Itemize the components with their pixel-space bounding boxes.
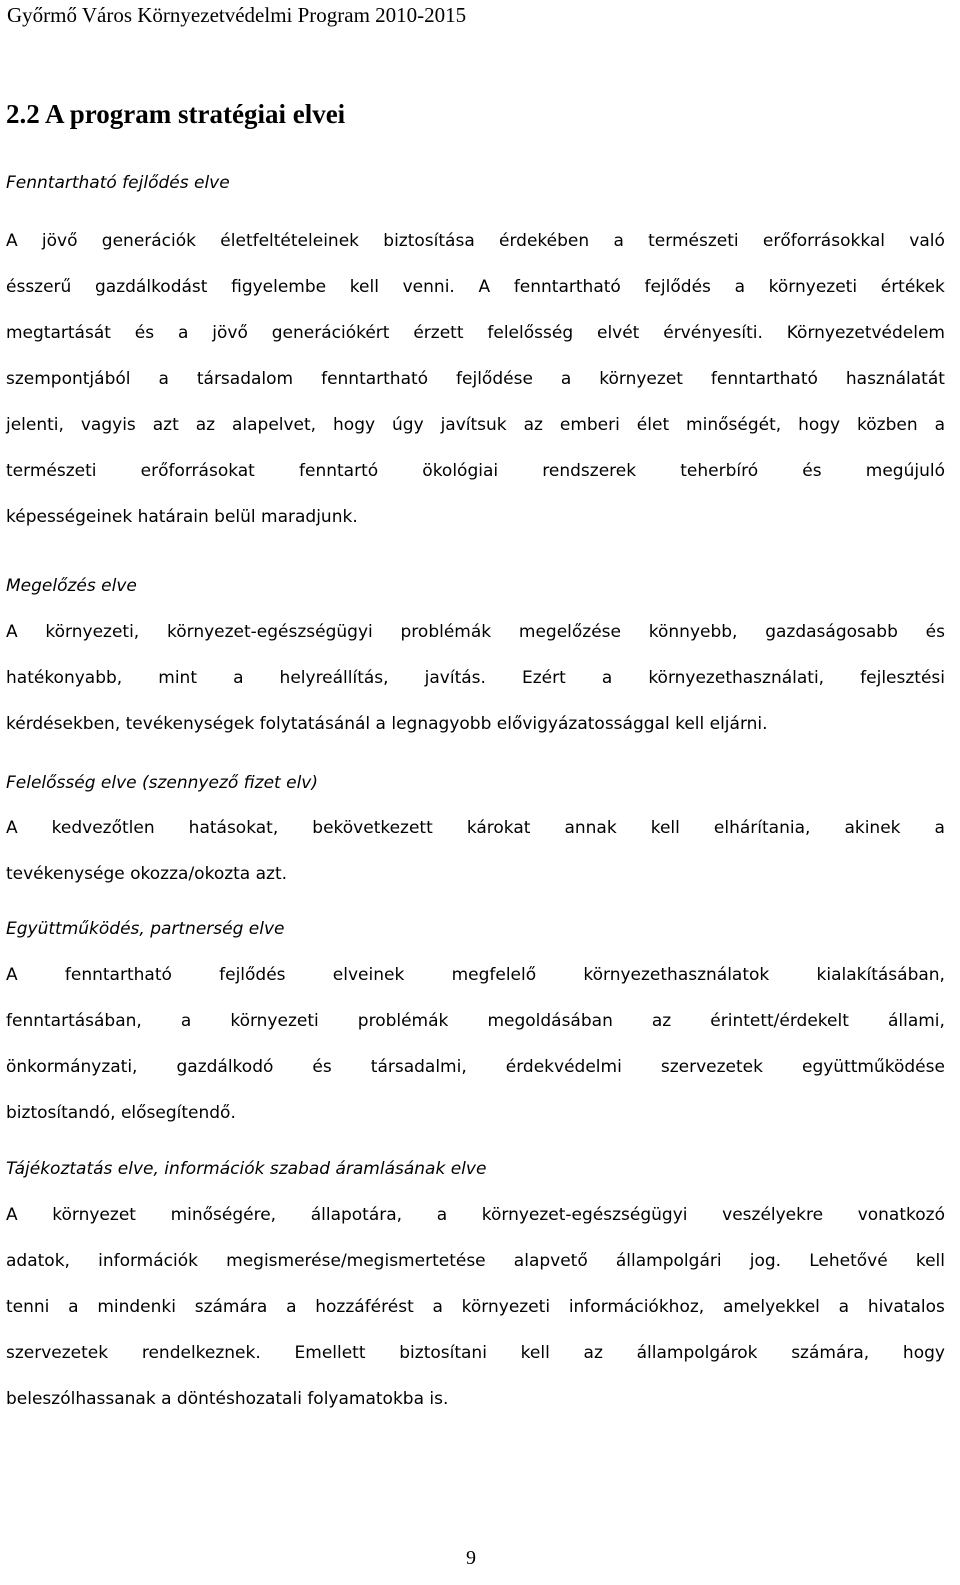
paragraph-line xyxy=(6,1295,945,1319)
paragraph-line xyxy=(6,321,945,345)
word: környezeti xyxy=(230,1011,319,1031)
word: minőségére, xyxy=(170,1205,277,1225)
word: elhárítania, xyxy=(713,818,811,838)
heading-prevention: Megelőzés elve xyxy=(6,576,137,596)
word: információk xyxy=(98,1251,198,1271)
paragraph-line xyxy=(6,1009,945,1033)
word: megoldásában xyxy=(487,1011,613,1031)
word: az xyxy=(651,1011,672,1031)
word: Lehetővé xyxy=(809,1251,888,1271)
word: állampolgárok xyxy=(636,1343,758,1363)
paragraph-line: beleszólhassanak a döntéshozatali folyamatokba is. xyxy=(6,1389,449,1409)
word: vonatkozó xyxy=(857,1205,945,1225)
word: hozzáférést xyxy=(315,1297,414,1317)
word: környezeti xyxy=(768,277,858,297)
paragraph-line xyxy=(6,1055,945,1079)
word: a xyxy=(177,323,189,343)
word: rendelkeznek. xyxy=(141,1343,261,1363)
word: Környezetvédelem xyxy=(786,323,945,343)
word: fejlesztési xyxy=(860,668,945,688)
word: érdekében xyxy=(499,231,590,251)
word: információkhoz, xyxy=(568,1297,705,1317)
word: környezet-egészségügyi xyxy=(166,622,373,642)
word: jelenti, xyxy=(6,415,64,435)
word: tenni xyxy=(6,1297,50,1317)
word: a xyxy=(838,1297,850,1317)
word: fejlődése xyxy=(456,369,533,389)
word: teherbíró xyxy=(680,461,759,481)
word: problémák xyxy=(357,1011,449,1031)
paragraph-line xyxy=(6,666,945,690)
word: venni. xyxy=(402,277,455,297)
word: az xyxy=(583,1343,603,1363)
word: gazdaságosabb xyxy=(765,622,898,642)
word: emberi xyxy=(559,415,620,435)
word: való xyxy=(909,231,945,251)
word: kialakításában, xyxy=(816,965,945,985)
word: társadalmi, xyxy=(370,1057,467,1077)
running-header: Győrmő Város Környezetvédelmi Program 2010-2015 xyxy=(7,3,467,27)
page-number: 9 xyxy=(466,1547,476,1569)
paragraph-line: biztosítandó, elősegítendő. xyxy=(6,1103,236,1123)
paragraph-line xyxy=(6,367,945,391)
paragraph-line xyxy=(6,620,945,644)
word: jog. xyxy=(749,1251,782,1271)
word: érzett xyxy=(413,323,464,343)
word: fenntartható xyxy=(513,277,621,297)
word: hogy xyxy=(333,415,376,435)
word: a xyxy=(601,668,613,688)
paragraph-line xyxy=(6,1341,945,1365)
word: elvét xyxy=(596,323,640,343)
word: a xyxy=(432,1297,443,1317)
word: és xyxy=(925,622,945,642)
word: szempontjából xyxy=(6,369,131,389)
word: amelyekkel xyxy=(722,1297,820,1317)
word: környezeti, xyxy=(45,622,140,642)
word: Emellett xyxy=(294,1343,366,1363)
word: azt xyxy=(152,415,179,435)
word: a xyxy=(613,231,624,251)
word: alapvető xyxy=(513,1251,588,1271)
word: érintett/érdekelt xyxy=(710,1011,849,1031)
word: állami, xyxy=(887,1011,945,1031)
word: hatásokat, xyxy=(188,818,279,838)
paragraph-line: kérdésekben, tevékenységek folytatásánál a legnagyobb elővigyázatossággal kell eljárni. xyxy=(6,714,768,734)
word: fenntartásában, xyxy=(6,1011,142,1031)
heading-responsibility: Felelősség elve (szennyező fizet elv) xyxy=(6,773,318,793)
paragraph-line xyxy=(6,229,945,253)
word: állapotára, xyxy=(310,1205,403,1225)
word: biztosítani xyxy=(399,1343,487,1363)
word: javítás. xyxy=(424,668,486,688)
word: élet xyxy=(636,415,670,435)
word: jövő xyxy=(212,323,248,343)
word: közben xyxy=(857,415,918,435)
word: A xyxy=(6,622,18,642)
word: károkat xyxy=(466,818,531,838)
word: értékek xyxy=(880,277,945,297)
word: ökológiai xyxy=(422,461,499,481)
word: adatok, xyxy=(6,1251,70,1271)
word: számára, xyxy=(791,1343,870,1363)
word: számára xyxy=(194,1297,268,1317)
word: környezet xyxy=(52,1205,136,1225)
word: kell xyxy=(520,1343,550,1363)
word: veszélyekre xyxy=(722,1205,824,1225)
word: hogy xyxy=(902,1343,945,1363)
word: A xyxy=(478,277,491,297)
word: könnyebb, xyxy=(648,622,738,642)
word: és xyxy=(312,1057,332,1077)
word: úgy xyxy=(392,415,424,435)
word: a xyxy=(734,277,745,297)
word: minőségét, xyxy=(686,415,782,435)
word: használatát xyxy=(845,369,945,389)
word: javítsuk xyxy=(440,415,507,435)
paragraph-line xyxy=(6,816,945,840)
word: állampolgári xyxy=(615,1251,722,1271)
word: kell xyxy=(349,277,379,297)
paragraph-line xyxy=(6,1203,945,1227)
word: környezet-egészségügyi xyxy=(481,1205,688,1225)
word: a xyxy=(560,369,572,389)
word: természeti xyxy=(6,461,97,481)
word: fenntartható xyxy=(321,369,429,389)
paragraph-line xyxy=(6,413,945,437)
word: megelőzése xyxy=(518,622,621,642)
word: megfelelő xyxy=(451,965,537,985)
word: környezeti xyxy=(461,1297,551,1317)
word: az xyxy=(195,415,216,435)
heading-information: Tájékoztatás elve, információk szabad áramlásának elve xyxy=(6,1159,487,1179)
word: felelősség xyxy=(487,323,574,343)
word: környezethasználatok xyxy=(583,965,770,985)
word: szervezetek xyxy=(660,1057,763,1077)
heading-sustainable-development: Fenntartható fejlődés elve xyxy=(6,173,230,193)
word: fenntartó xyxy=(299,461,379,481)
word: kell xyxy=(915,1251,945,1271)
word: generációk xyxy=(101,231,197,251)
word: fenntartható xyxy=(710,369,818,389)
word: megújuló xyxy=(865,461,945,481)
word: fenntartható xyxy=(64,965,172,985)
word: a xyxy=(180,1011,192,1031)
word: fejlődés xyxy=(219,965,286,985)
word: alapelvet, xyxy=(231,415,317,435)
heading-cooperation: Együttműködés, partnerség elve xyxy=(6,919,285,939)
word: gazdálkodó xyxy=(176,1057,274,1077)
paragraph-line: tevékenysége okozza/okozta azt. xyxy=(6,864,288,884)
word: A xyxy=(6,1205,18,1225)
word: biztosítása xyxy=(383,231,475,251)
word: hivatalos xyxy=(867,1297,945,1317)
word: helyreállítás, xyxy=(279,668,389,688)
word: mint xyxy=(158,668,197,688)
section-title: 2.2 A program stratégiai elvei xyxy=(6,99,346,129)
word: a xyxy=(68,1297,79,1317)
word: generációkért xyxy=(271,323,390,343)
word: a xyxy=(158,369,169,389)
word: a xyxy=(934,818,945,838)
word: rendszerek xyxy=(542,461,637,481)
word: erőforrásokkal xyxy=(762,231,886,251)
word: érdekvédelmi xyxy=(505,1057,622,1077)
word: és xyxy=(134,323,155,343)
word: hatékonyabb, xyxy=(6,668,123,688)
word: elveinek xyxy=(332,965,405,985)
word: gazdálkodást xyxy=(95,277,208,297)
word: természeti xyxy=(648,231,739,251)
word: figyelembe xyxy=(231,277,327,297)
paragraph-line xyxy=(6,963,945,987)
paragraph-line xyxy=(6,1249,945,1273)
word: együttműködése xyxy=(801,1057,945,1077)
word: ésszerű xyxy=(6,277,72,297)
word: erőforrásokat xyxy=(140,461,255,481)
word: megismerése/megismertetése xyxy=(226,1251,486,1271)
word: önkormányzati, xyxy=(6,1057,138,1077)
paragraph-line: képességeinek határain belül maradjunk. xyxy=(6,507,358,527)
word: mindenki xyxy=(97,1297,176,1317)
word: a xyxy=(286,1297,297,1317)
word: megtartását xyxy=(6,323,111,343)
word: és xyxy=(802,461,822,481)
word: hogy xyxy=(798,415,841,435)
word: jövő xyxy=(41,231,78,251)
word: A xyxy=(6,818,18,838)
word: szervezetek xyxy=(6,1343,109,1363)
word: életfeltételeinek xyxy=(220,231,360,251)
word: környezethasználati, xyxy=(648,668,825,688)
word: érvényesíti. xyxy=(663,323,763,343)
word: annak xyxy=(564,818,617,838)
word: a xyxy=(934,415,945,435)
word: fejlődés xyxy=(644,277,711,297)
word: az xyxy=(523,415,543,435)
word: kell xyxy=(650,818,680,838)
word: A xyxy=(6,231,18,251)
word: Ezért xyxy=(521,668,566,688)
word: környezet xyxy=(599,369,683,389)
paragraph-line xyxy=(6,275,945,299)
word: vagyis xyxy=(80,415,136,435)
word: kedvezőtlen xyxy=(51,818,155,838)
word: problémák xyxy=(400,622,492,642)
word: A xyxy=(6,965,18,985)
word: a xyxy=(233,668,244,688)
word: bekövetkezett xyxy=(312,818,433,838)
paragraph-line xyxy=(6,459,945,483)
word: a xyxy=(436,1205,448,1225)
word: akinek xyxy=(844,818,901,838)
word: társadalom xyxy=(196,369,294,389)
